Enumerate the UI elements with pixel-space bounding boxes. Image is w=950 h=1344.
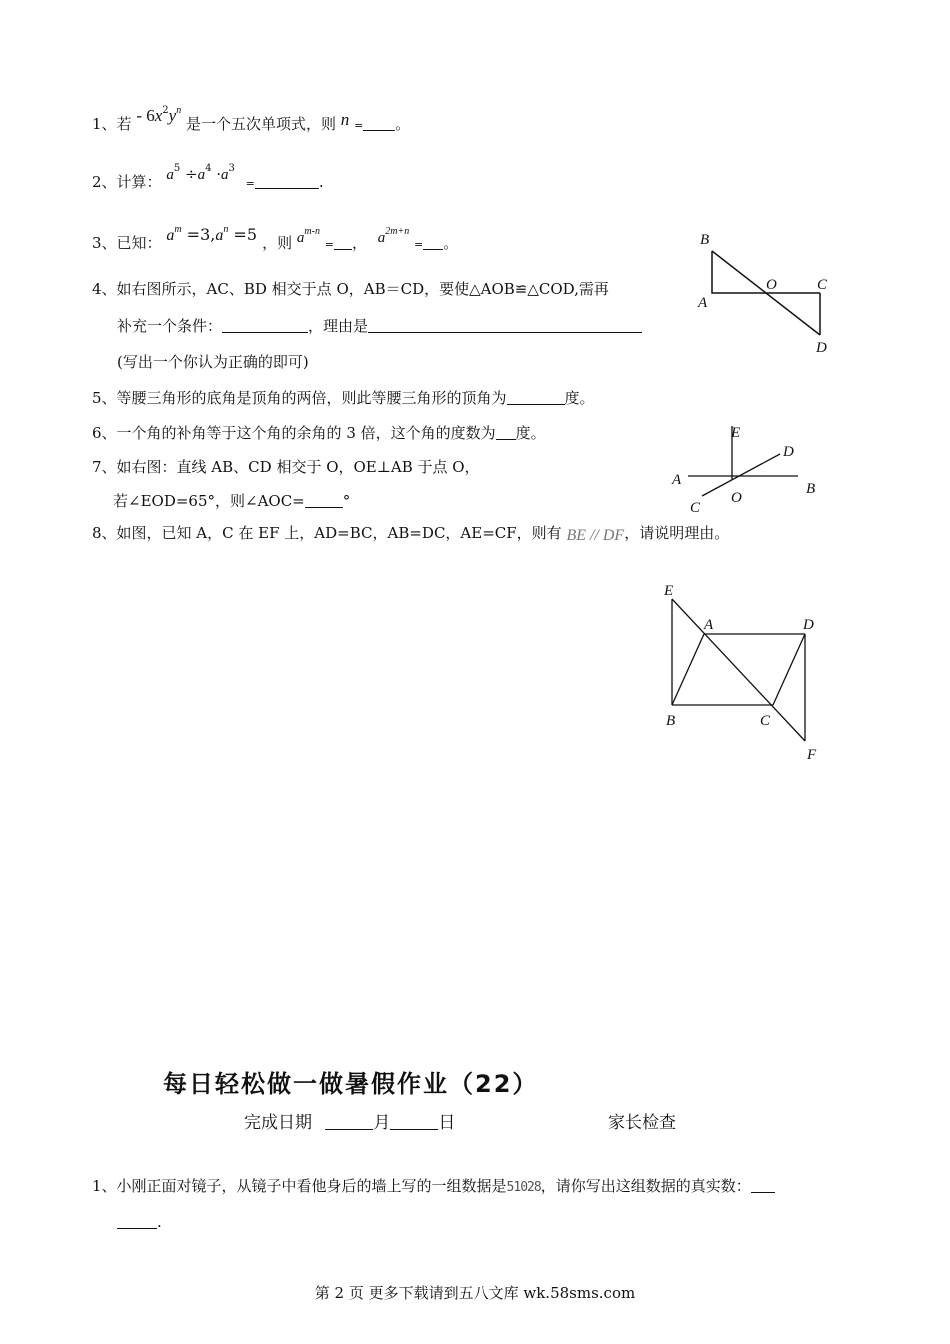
month-blank[interactable] xyxy=(325,1113,373,1130)
fig2-label-c: C xyxy=(690,500,701,516)
p2-question-1 xyxy=(92,1176,775,1198)
p2q1-end: ，请你写出这组数据的真实数： xyxy=(540,1177,751,1195)
q3-eq2: = xyxy=(414,238,424,251)
q3-given-a1: a xyxy=(166,227,175,244)
q5-answer-blank[interactable] xyxy=(507,390,565,405)
question-8 xyxy=(92,523,729,544)
q1-eq: = xyxy=(354,119,364,132)
completion-date xyxy=(244,1108,455,1133)
fig2-label-d: D xyxy=(783,444,794,460)
fig3-segment-cd xyxy=(773,634,805,705)
question-4-line-3: (写出一个你认为正确的即可) xyxy=(117,353,309,371)
q7-end: ° xyxy=(342,492,351,510)
q5-text: 5、等腰三角形的底角是顶角的两倍，则此等腰三角形的顶角为 xyxy=(92,389,507,407)
figure-q8 xyxy=(655,575,835,775)
q2-end: . xyxy=(318,173,324,191)
question-4-line-2 xyxy=(117,316,642,336)
q3-given-a2: a xyxy=(215,227,224,244)
p2q1-answer-blank-1[interactable] xyxy=(751,1178,775,1193)
fig3-label-c: C xyxy=(760,713,771,729)
q7-answer-blank[interactable] xyxy=(305,493,343,508)
question-5 xyxy=(92,388,595,408)
q8-formula: BE // DF xyxy=(566,527,625,544)
fig2-label-o: O xyxy=(731,490,742,506)
day-blank[interactable] xyxy=(390,1113,438,1130)
q7-text: 若∠EOD=65°，则∠AOC= xyxy=(113,492,305,510)
q1-coef: - 6 xyxy=(136,106,155,125)
p2q1-text: 1、小刚正面对镜子，从镜子中看他身后的墙上写的一组数据是 xyxy=(92,1177,507,1195)
q2-exp3: 3 xyxy=(228,163,235,174)
mirror-number: 51028 xyxy=(506,1180,541,1195)
q3-end: 。 xyxy=(443,234,459,252)
month-label: 月 xyxy=(373,1113,391,1133)
parent-check: 家长检查 xyxy=(608,1113,676,1133)
q3-answer1-blank[interactable] xyxy=(334,235,352,250)
question-7-line-2 xyxy=(113,491,350,511)
q3-given-exp2: n xyxy=(223,224,229,235)
q1-end: 。 xyxy=(395,115,411,133)
q1-y-exp: n xyxy=(176,105,182,116)
q3-answer2-blank[interactable] xyxy=(423,235,443,250)
question-6 xyxy=(92,423,546,443)
q1-x: x xyxy=(154,106,163,125)
q3-eq1: = xyxy=(324,238,334,251)
p2-question-1-cont xyxy=(117,1212,162,1232)
fig2-label-b: B xyxy=(806,481,816,497)
page-footer: 第 2 页 更多下载请到五八文库 wk.58sms.com xyxy=(314,1284,636,1302)
p2q1-answer-blank-2[interactable] xyxy=(117,1214,157,1229)
q8-end: ，请说明理由。 xyxy=(624,524,730,542)
q2-eq: = xyxy=(245,177,255,190)
q1-prefix: 1、若 xyxy=(92,115,132,133)
fig1-label-d: D xyxy=(816,340,827,356)
date-label: 完成日期 xyxy=(244,1113,312,1133)
q6-text: 6、一个角的补角等于这个角的余角的 3 倍，这个角的度数为 xyxy=(92,424,496,442)
question-2 xyxy=(92,163,324,195)
fig2-label-e: E xyxy=(731,425,741,441)
q3-ask2-a: a xyxy=(377,230,386,246)
q4-condition-label: 补充一个条件： xyxy=(117,317,223,335)
q1-mid: 是一个五次单项式，则 xyxy=(186,115,337,133)
fig2-label-a: A xyxy=(672,472,682,488)
fig3-segment-ef xyxy=(672,599,805,741)
q3-ask1-exp: m-n xyxy=(304,226,320,237)
q3-mid: ，则 xyxy=(262,234,293,252)
q2-op2: · xyxy=(216,165,221,183)
question-3 xyxy=(92,224,459,256)
q1-y: y xyxy=(168,106,177,125)
q2-answer-blank[interactable] xyxy=(255,174,319,189)
fig3-segment-ba xyxy=(672,634,704,705)
q3-ask2-exp: 2m+n xyxy=(385,226,410,237)
q5-end: 度。 xyxy=(564,389,595,407)
q2-base1: a xyxy=(166,167,174,183)
q4-reason-label: ，理由是 xyxy=(308,317,369,335)
section-title: 每日轻松做一做暑假作业（22） xyxy=(163,1070,539,1098)
q3-ask1-a: a xyxy=(296,230,305,246)
fig1-label-o: O xyxy=(766,277,777,293)
fig1-label-b: B xyxy=(700,232,710,248)
q3-given-exp1: m xyxy=(174,224,182,235)
q6-end: 度。 xyxy=(515,424,546,442)
fig3-label-d: D xyxy=(803,617,814,633)
fig3-label-f: F xyxy=(807,747,817,763)
q2-prefix: 2、计算： xyxy=(92,173,162,191)
q3-given-v1: =3, xyxy=(186,225,216,244)
fig3-label-a: A xyxy=(704,617,714,633)
q1-var: n xyxy=(340,110,350,129)
figure-q4 xyxy=(690,225,840,360)
fig1-label-a: A xyxy=(698,295,708,311)
fig3-label-b: B xyxy=(666,713,676,729)
q1-answer-blank[interactable] xyxy=(363,116,395,131)
q2-exp2: 4 xyxy=(205,163,212,174)
q4-reason-blank[interactable] xyxy=(368,318,642,333)
q2-op1: ÷ xyxy=(184,165,198,183)
q4-condition-blank[interactable] xyxy=(222,318,308,333)
q6-answer-blank[interactable] xyxy=(496,425,516,440)
q3-sep: ， xyxy=(351,234,367,252)
q2-base3: a xyxy=(221,167,229,183)
fig3-label-e: E xyxy=(664,583,674,599)
q3-given-v2: =5 xyxy=(233,225,258,244)
q2-base2: a xyxy=(197,167,206,183)
q2-exp1: 5 xyxy=(173,163,181,174)
question-7-line-1: 7、如右图：直线 AB、CD 相交于 O，OE⊥AB 于点 O， xyxy=(92,458,480,476)
q8-text: 8、如图，已知 A，C 在 EF 上，AD=BC，AB=DC，AE=CF，则有 xyxy=(92,524,562,542)
q3-prefix: 3、已知： xyxy=(92,234,162,252)
day-label: 日 xyxy=(438,1113,456,1133)
question-4-line-1: 4、如右图所示，AC、BD 相交于点 O，AB＝CD，要使△AOB≌△COD,需再 xyxy=(92,280,609,298)
fig1-label-c: C xyxy=(817,277,828,293)
p2q1-end2: . xyxy=(157,1213,162,1231)
question-1 xyxy=(92,105,411,137)
q1-x-exp: 2 xyxy=(162,105,169,116)
figure-q7 xyxy=(668,420,828,520)
